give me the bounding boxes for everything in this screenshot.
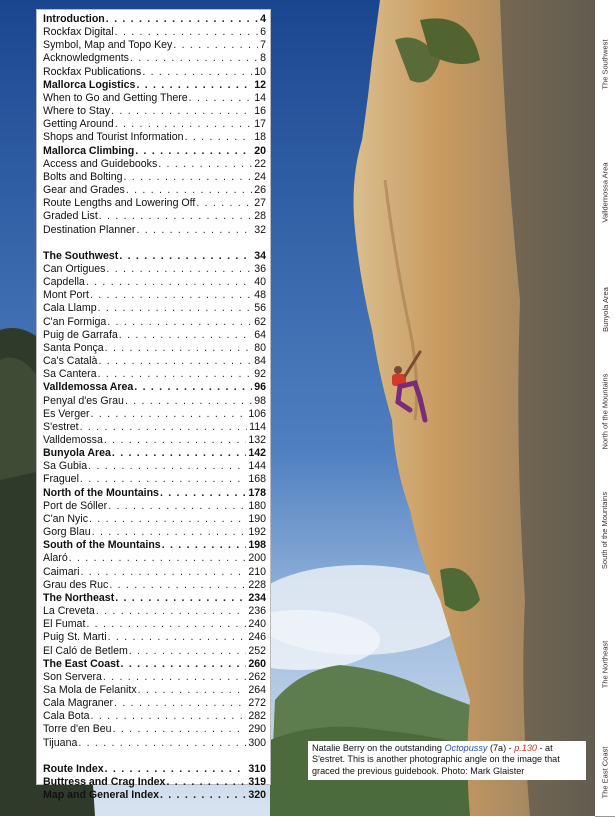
toc-section-entry[interactable] [43, 487, 266, 500]
toc-entry-title: Grau des Ruc [43, 578, 109, 591]
toc-entry-title: Penyal d'es Grau [43, 394, 124, 407]
toc-leader-dots [129, 52, 258, 65]
toc-entry[interactable] [43, 552, 266, 565]
toc-leader-dots [89, 289, 252, 302]
toc-entry-title: Mont Port [43, 289, 89, 302]
toc-section-entry[interactable] [43, 381, 266, 394]
toc-entry[interactable] [43, 579, 266, 592]
toc-page-number: 48 [254, 289, 266, 302]
toc-entry-title: The East Coast [43, 657, 120, 670]
toc-entry[interactable] [43, 723, 266, 736]
toc-leader-dots [91, 526, 247, 539]
toc-leader-dots [80, 566, 247, 579]
toc-leader-dots [77, 737, 246, 750]
toc-entry-title: Cala Magraner [43, 697, 114, 710]
section-tab-label: The Northeast [600, 640, 610, 688]
toc-entry-title: Bunyola Area [43, 447, 111, 460]
toc-entry-title: Caimari [43, 565, 80, 578]
toc-leader-dots [135, 224, 252, 237]
toc-page-number: 272 [248, 697, 266, 710]
toc-entry-title: Gear and Grades [43, 184, 125, 197]
toc-page-number: 228 [248, 578, 266, 591]
toc-entry-title: Cala Llamp [43, 302, 97, 315]
toc-entry[interactable] [43, 473, 266, 486]
toc-entry[interactable] [43, 66, 266, 79]
toc-entry-title: Mallorca Logistics [43, 78, 136, 91]
section-tab[interactable] [595, 128, 615, 258]
toc-entry-title: Gorg Blau [43, 526, 91, 539]
toc-entry[interactable] [43, 671, 266, 684]
toc-entry-title: Valldemossa [43, 434, 103, 446]
toc-leader-dots [79, 421, 248, 434]
toc-entry[interactable] [43, 342, 266, 355]
toc-leader-dots [111, 447, 246, 460]
toc-page-number: 246 [248, 631, 266, 644]
toc-page-number: 236 [248, 605, 266, 618]
toc-entry-title: Route Index [43, 762, 104, 775]
section-tab-label: The Southwest [600, 38, 610, 90]
toc-page-number: 98 [254, 394, 266, 407]
toc-entry[interactable] [43, 39, 266, 52]
toc-entry-title: Capdella [43, 276, 85, 289]
toc-entry[interactable] [43, 684, 266, 697]
toc-entry-title: Can Ortigues [43, 262, 106, 275]
toc-page-number: 264 [248, 683, 266, 696]
toc-leader-dots [95, 605, 246, 618]
toc-page-number: 56 [254, 302, 266, 315]
toc-entry-title: Torre d'en Beu [43, 723, 112, 736]
toc-page-number: 16 [254, 105, 266, 118]
toc-leader-dots [124, 395, 252, 408]
toc-page-number: 84 [254, 355, 266, 368]
toc-entry[interactable] [43, 513, 266, 526]
toc-leader-dots [103, 434, 246, 447]
toc-entry-title: Acknowledgments [43, 52, 129, 65]
toc-leader-dots [195, 197, 252, 210]
toc-entry[interactable] [43, 631, 266, 644]
toc-leader-dots [165, 776, 246, 789]
toc-page-number: 40 [254, 276, 266, 289]
toc-leader-dots [79, 473, 246, 486]
toc-leader-dots [135, 79, 252, 92]
toc-page-number: 7 [260, 39, 266, 52]
toc-section-entry[interactable] [43, 447, 266, 460]
toc-page-number: 4 [260, 13, 266, 25]
toc-leader-dots [87, 460, 246, 473]
toc-entry-title: S'estret [43, 420, 79, 433]
table-of-contents [36, 9, 271, 802]
toc-page-number: 262 [248, 670, 266, 683]
toc-entry-title: Bolts and Bolting [43, 170, 123, 183]
toc-spacer [43, 750, 266, 763]
toc-section-entry[interactable] [43, 145, 266, 158]
toc-entry[interactable] [43, 302, 266, 315]
toc-leader-dots [105, 13, 258, 26]
toc-entry[interactable] [43, 710, 266, 723]
toc-entry-title: Rockfax Publications [43, 65, 142, 78]
caption-body: - at S'estret. This is another photographic angle on the image that graced the previous guidebook. Photo: Mark Glaister [312, 743, 560, 776]
toc-entry-title: Destination Planner [43, 223, 136, 236]
toc-page-number: 320 [248, 789, 266, 802]
toc-leader-dots [114, 118, 253, 131]
toc-section-entry[interactable] [43, 79, 266, 92]
toc-section-entry[interactable] [43, 539, 266, 552]
toc-entry-title: Symbol, Map and Topo Key [43, 39, 173, 52]
toc-page-number: 240 [248, 618, 266, 631]
toc-entry[interactable] [43, 645, 266, 658]
toc-entry[interactable] [43, 395, 266, 408]
toc-leader-dots [107, 631, 247, 644]
toc-page-number: 34 [254, 249, 266, 262]
toc-entry-title: Sa Gubia [43, 460, 88, 473]
section-tab-label: The East Coast [600, 746, 610, 798]
toc-entry-title: Rockfax Digital [43, 26, 114, 39]
toc-leader-dots [118, 250, 252, 263]
toc-page-number: 106 [248, 407, 266, 420]
toc-page-number: 178 [248, 486, 266, 499]
toc-entry[interactable] [43, 210, 266, 223]
toc-entry[interactable] [43, 224, 266, 237]
toc-page-number: 20 [254, 144, 266, 157]
toc-page-number: 10 [254, 65, 266, 78]
toc-entry-title: When to Go and Getting There [43, 91, 188, 104]
toc-entry[interactable] [43, 289, 266, 302]
toc-entry-title: Es Verger [43, 407, 90, 420]
toc-entry-title: C'an Nyic [43, 512, 88, 525]
toc-leader-dots [68, 552, 247, 565]
toc-entry-title: Alaró [43, 552, 68, 565]
toc-leader-dots [85, 618, 246, 631]
section-tab[interactable] [595, 728, 615, 817]
toc-entry[interactable] [43, 618, 266, 631]
toc-leader-dots [97, 302, 253, 315]
toc-spacer [43, 237, 266, 250]
toc-leader-dots [188, 92, 253, 105]
toc-leader-dots [105, 263, 252, 276]
toc-entry[interactable] [43, 171, 266, 184]
page-reference: p.130 [514, 743, 537, 753]
toc-page-number: 192 [248, 526, 266, 539]
toc-page-number: 310 [248, 762, 266, 775]
section-tab-label: North of the Mountains [600, 373, 610, 449]
toc-leader-dots [108, 579, 246, 592]
toc-entry[interactable] [43, 355, 266, 368]
section-tab-label: Bunyola Area [600, 287, 610, 332]
toc-page-number: 8 [260, 52, 266, 65]
toc-entry-title: Shops and Tourist Information [43, 131, 184, 144]
toc-page-number: 144 [248, 460, 266, 473]
toc-leader-dots [110, 105, 252, 118]
section-tab[interactable] [595, 362, 615, 461]
toc-entry-title: The Southwest [43, 249, 119, 262]
toc-page-number: 64 [254, 328, 266, 341]
toc-entry[interactable] [43, 697, 266, 710]
toc-entry-title: Puig de Garrafa [43, 328, 118, 341]
toc-entry[interactable] [43, 184, 266, 197]
toc-section-entry[interactable] [43, 250, 266, 263]
toc-leader-dots [184, 131, 253, 144]
toc-entry-title: Buttress and Crag Index [43, 776, 166, 789]
toc-page-number: 260 [248, 657, 266, 670]
section-tab-label: South of the Mountains [600, 491, 610, 569]
toc-page-number: 26 [254, 184, 266, 197]
route-name: Octopussy [444, 743, 488, 753]
toc-leader-dots [114, 26, 258, 39]
toc-leader-dots [120, 658, 247, 671]
toc-leader-dots [104, 763, 247, 776]
toc-page-number: 62 [254, 315, 266, 328]
toc-entry[interactable] [43, 329, 266, 342]
toc-entry-title: Sa Mola de Felanitx [43, 683, 137, 696]
toc-page-number: 80 [254, 341, 266, 354]
toc-page-number: 180 [248, 499, 266, 512]
toc-leader-dots [85, 276, 252, 289]
toc-leader-dots [102, 671, 246, 684]
toc-leader-dots [157, 158, 252, 171]
toc-entry[interactable] [43, 526, 266, 539]
toc-leader-dots [161, 539, 247, 552]
toc-entry-title: Port de Sóller [43, 499, 108, 512]
toc-entry[interactable] [43, 368, 266, 381]
toc-page-number: 290 [248, 723, 266, 736]
toc-leader-dots [159, 487, 246, 500]
section-tab[interactable] [595, 257, 615, 363]
toc-entry-title: Santa Ponça [43, 341, 104, 354]
toc-section-entry[interactable] [43, 776, 266, 789]
toc-page-number: 132 [248, 434, 266, 446]
toc-entry[interactable] [43, 737, 266, 750]
toc-entry-title: Ca's Català [43, 355, 98, 368]
toc-entry[interactable] [43, 92, 266, 105]
toc-entry[interactable] [43, 316, 266, 329]
toc-page-number: 96 [254, 381, 266, 394]
section-tab-label: Valldemossa Area [600, 162, 610, 223]
toc-page-number: 32 [254, 223, 266, 236]
toc-leader-dots [97, 355, 252, 368]
toc-section-entry[interactable] [43, 658, 266, 671]
toc-page-number: 114 [249, 420, 266, 433]
toc-entry[interactable] [43, 197, 266, 210]
toc-page-number: 6 [260, 26, 266, 39]
toc-page-number: 28 [254, 210, 266, 223]
toc-entry[interactable] [43, 500, 266, 513]
toc-page-number: 22 [254, 157, 266, 170]
toc-section-entry[interactable] [43, 789, 266, 802]
toc-entry-title: Getting Around [43, 118, 114, 131]
toc-leader-dots [104, 342, 253, 355]
toc-section-entry[interactable] [43, 592, 266, 605]
toc-leader-dots [125, 184, 252, 197]
toc-leader-dots [114, 592, 246, 605]
toc-page-number: 12 [254, 78, 266, 91]
toc-entry-title: La Creveta [43, 605, 95, 618]
toc-entry-title: Tijuana [43, 736, 78, 749]
toc-entry[interactable] [43, 276, 266, 289]
toc-entry-title: Graded List [43, 210, 98, 223]
toc-entry[interactable] [43, 263, 266, 276]
toc-entry[interactable] [43, 118, 266, 131]
toc-page-number: 36 [254, 262, 266, 275]
toc-entry[interactable] [43, 566, 266, 579]
toc-entry[interactable] [43, 460, 266, 473]
toc-page-number: 198 [248, 539, 266, 552]
toc-entry[interactable] [43, 434, 266, 447]
toc-page-number: 92 [254, 368, 266, 381]
toc-leader-dots [113, 697, 246, 710]
toc-page-number: 282 [248, 710, 266, 723]
toc-entry-title: Access and Guidebooks [43, 157, 158, 170]
toc-leader-dots [133, 381, 252, 394]
toc-entry-title: Puig St. Marti [43, 631, 107, 644]
toc-section-entry[interactable] [43, 13, 266, 26]
toc-entry-title: Route Lengths and Lowering Off [43, 197, 196, 210]
photo-caption [308, 741, 586, 780]
section-tab[interactable] [595, 600, 615, 729]
toc-entry[interactable] [43, 131, 266, 144]
toc-entry[interactable] [43, 158, 266, 171]
toc-page-number: 200 [248, 552, 266, 565]
toc-leader-dots [112, 723, 247, 736]
toc-entry-title: Introduction [43, 13, 105, 25]
route-grade: (7a) - [487, 743, 515, 753]
toc-page-number: 27 [254, 197, 266, 210]
toc-leader-dots [159, 789, 246, 802]
toc-leader-dots [98, 210, 252, 223]
toc-page-number: 18 [254, 131, 266, 144]
toc-leader-dots [88, 513, 246, 526]
toc-page-number: 14 [254, 91, 266, 104]
toc-entry-title: Where to Stay [43, 105, 111, 118]
toc-entry-title: Fraguel [43, 473, 79, 486]
toc-entry-title: North of the Mountains [43, 486, 159, 499]
section-tab[interactable] [595, 460, 615, 601]
toc-entry-title: Son Servera [43, 670, 102, 683]
toc-entry-title: Cala Bota [43, 710, 90, 723]
toc-entry-title: Sa Cantera [43, 368, 97, 381]
toc-leader-dots [107, 500, 246, 513]
toc-page-number: 168 [248, 473, 266, 486]
caption-intro: Natalie Berry on the outstanding [312, 743, 445, 753]
toc-entry[interactable] [43, 408, 266, 421]
toc-leader-dots [134, 145, 252, 158]
toc-leader-dots [128, 645, 247, 658]
toc-page-number: 234 [248, 591, 266, 604]
toc-entry-title: Valldemossa Area [43, 381, 134, 394]
toc-entry[interactable] [43, 421, 266, 434]
toc-entry-title: C'an Formiga [43, 315, 107, 328]
toc-page-number: 142 [248, 447, 266, 460]
section-tabs [595, 0, 615, 816]
toc-page-number: 190 [248, 512, 266, 525]
toc-page-number: 24 [254, 170, 266, 183]
toc-leader-dots [97, 368, 253, 381]
toc-leader-dots [118, 329, 252, 342]
toc-page-number: 319 [248, 776, 266, 789]
toc-entry-title: Mallorca Climbing [43, 144, 135, 157]
toc-entry-title: Map and General Index [43, 789, 159, 802]
toc-entry-title: El Fumat [43, 618, 86, 631]
toc-entry-title: El Caló de Betlem [43, 644, 128, 657]
toc-leader-dots [137, 684, 247, 697]
toc-leader-dots [141, 66, 252, 79]
toc-leader-dots [106, 316, 252, 329]
toc-entry[interactable] [43, 105, 266, 118]
toc-page-number: 210 [248, 565, 266, 578]
toc-leader-dots [90, 408, 247, 421]
toc-entry-title: South of the Mountains [43, 539, 161, 552]
toc-page-number: 252 [248, 644, 266, 657]
toc-leader-dots [172, 39, 258, 52]
toc-page-number: 17 [254, 118, 266, 131]
toc-entry[interactable] [43, 605, 266, 618]
toc-entry-title: The Northeast [43, 591, 115, 604]
toc-entry[interactable] [43, 52, 266, 65]
toc-leader-dots [123, 171, 253, 184]
toc-entry[interactable] [43, 26, 266, 39]
toc-leader-dots [90, 710, 247, 723]
toc-page-number: 300 [248, 736, 266, 749]
toc-section-entry[interactable] [43, 763, 266, 776]
section-tab[interactable] [595, 0, 615, 129]
